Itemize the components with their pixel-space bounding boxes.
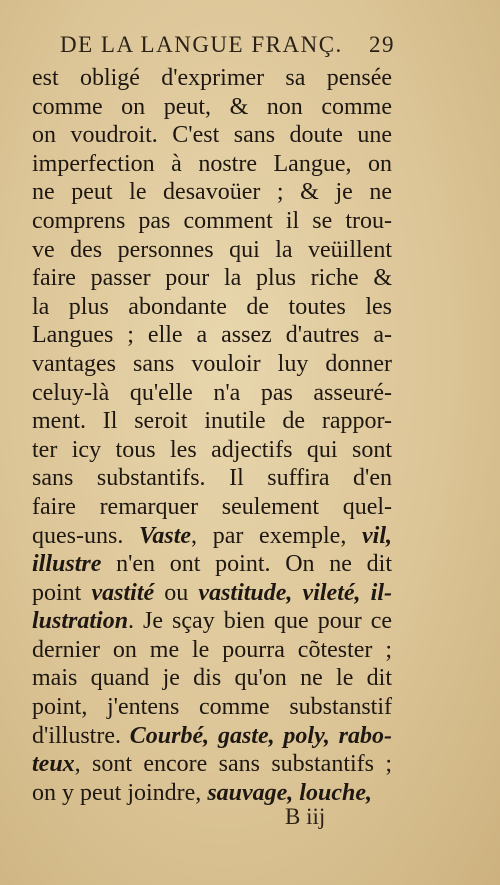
body-text: [32, 64, 392, 807]
text-line: [32, 522, 392, 551]
text-segment: faire remarquer seulement quel-: [32, 493, 392, 520]
text-segment: vantages sans vouloir luy donner: [32, 350, 392, 377]
page-number: 29: [369, 32, 395, 57]
running-header: [60, 32, 395, 58]
text-line: [32, 693, 392, 722]
text-line: [32, 550, 392, 579]
text-segment: ter icy tous les adjectifs qui sont: [32, 436, 392, 463]
text-segment: dernier on me le pourra cõtester ;: [32, 636, 392, 663]
text-line: [32, 293, 392, 322]
text-segment: comprens pas comment il se trou-: [32, 207, 392, 234]
text-line: [32, 264, 392, 293]
text-line: [32, 407, 392, 436]
italic-word: teux: [32, 751, 75, 778]
italic-word: vastité: [91, 579, 155, 606]
text-line: [32, 722, 392, 751]
text-segment: point: [32, 579, 92, 606]
text-segment: mais quand je dis qu'on ne le dit: [32, 665, 392, 692]
text-segment: ne peut le desavoüer ; & je ne: [32, 179, 392, 206]
text-segment: , sont encore sans substantifs ;: [74, 751, 392, 778]
text-line: [32, 779, 392, 808]
text-line: [32, 464, 392, 493]
text-segment: Langues ; elle a assez d'autres a-: [32, 322, 392, 349]
text-segment: celuy-là qu'elle n'a pas asseuré-: [32, 379, 392, 406]
text-line: [32, 178, 392, 207]
text-segment: on voudroit. C'est sans doute une: [32, 122, 392, 149]
text-line: [32, 750, 392, 779]
italic-word: lustration: [32, 608, 129, 635]
text-line: [32, 150, 392, 179]
text-segment: faire passer pour la plus riche &: [32, 265, 392, 292]
italic-word: illustre: [32, 551, 102, 578]
text-line: [32, 236, 392, 265]
text-segment: point, j'entens comme substanstif: [32, 694, 392, 721]
text-segment: comme on peut, & non comme: [32, 93, 392, 120]
text-line: [32, 379, 392, 408]
text-segment: sans substantifs. Il suffira d'en: [32, 465, 392, 492]
text-line: [32, 93, 392, 122]
italic-word: vil,: [362, 522, 393, 549]
text-line: [32, 321, 392, 350]
text-line: [32, 664, 392, 693]
text-segment: n'en ont point. On ne dit: [101, 551, 392, 578]
text-line: [32, 64, 392, 93]
italic-word: sauvage, louche,: [207, 779, 372, 806]
text-segment: imperfection à nostre Langue, on: [32, 150, 392, 177]
text-line: [32, 607, 392, 636]
italic-word: Vaste: [139, 522, 192, 549]
text-line: [32, 636, 392, 665]
text-segment: ques-uns.: [32, 522, 140, 549]
text-line: [32, 121, 392, 150]
text-line: [32, 493, 392, 522]
italic-word: vastitude, vileté, il-: [198, 579, 392, 606]
signature-mark: B iij: [285, 804, 326, 829]
text-line: [32, 436, 392, 465]
text-segment: ou: [154, 579, 199, 606]
text-segment: on y peut joindre,: [32, 779, 208, 806]
text-segment: ve des personnes qui la veüillent: [32, 236, 392, 263]
text-segment: . Je sçay bien que pour ce: [128, 608, 392, 635]
running-title: DE LA LANGUE FRANÇ.: [60, 32, 343, 57]
text-line: [32, 207, 392, 236]
text-segment: , par exemple,: [191, 522, 363, 549]
text-line: [32, 579, 392, 608]
text-line: [32, 350, 392, 379]
text-segment: est obligé d'exprimer sa pensée: [32, 65, 392, 91]
text-segment: ment. Il seroit inutile de rappor-: [32, 408, 392, 435]
text-segment: la plus abondante de toutes les: [32, 293, 392, 320]
italic-word: Courbé, gaste, poly, rabo-: [129, 722, 392, 749]
text-segment: d'illustre.: [32, 722, 130, 749]
